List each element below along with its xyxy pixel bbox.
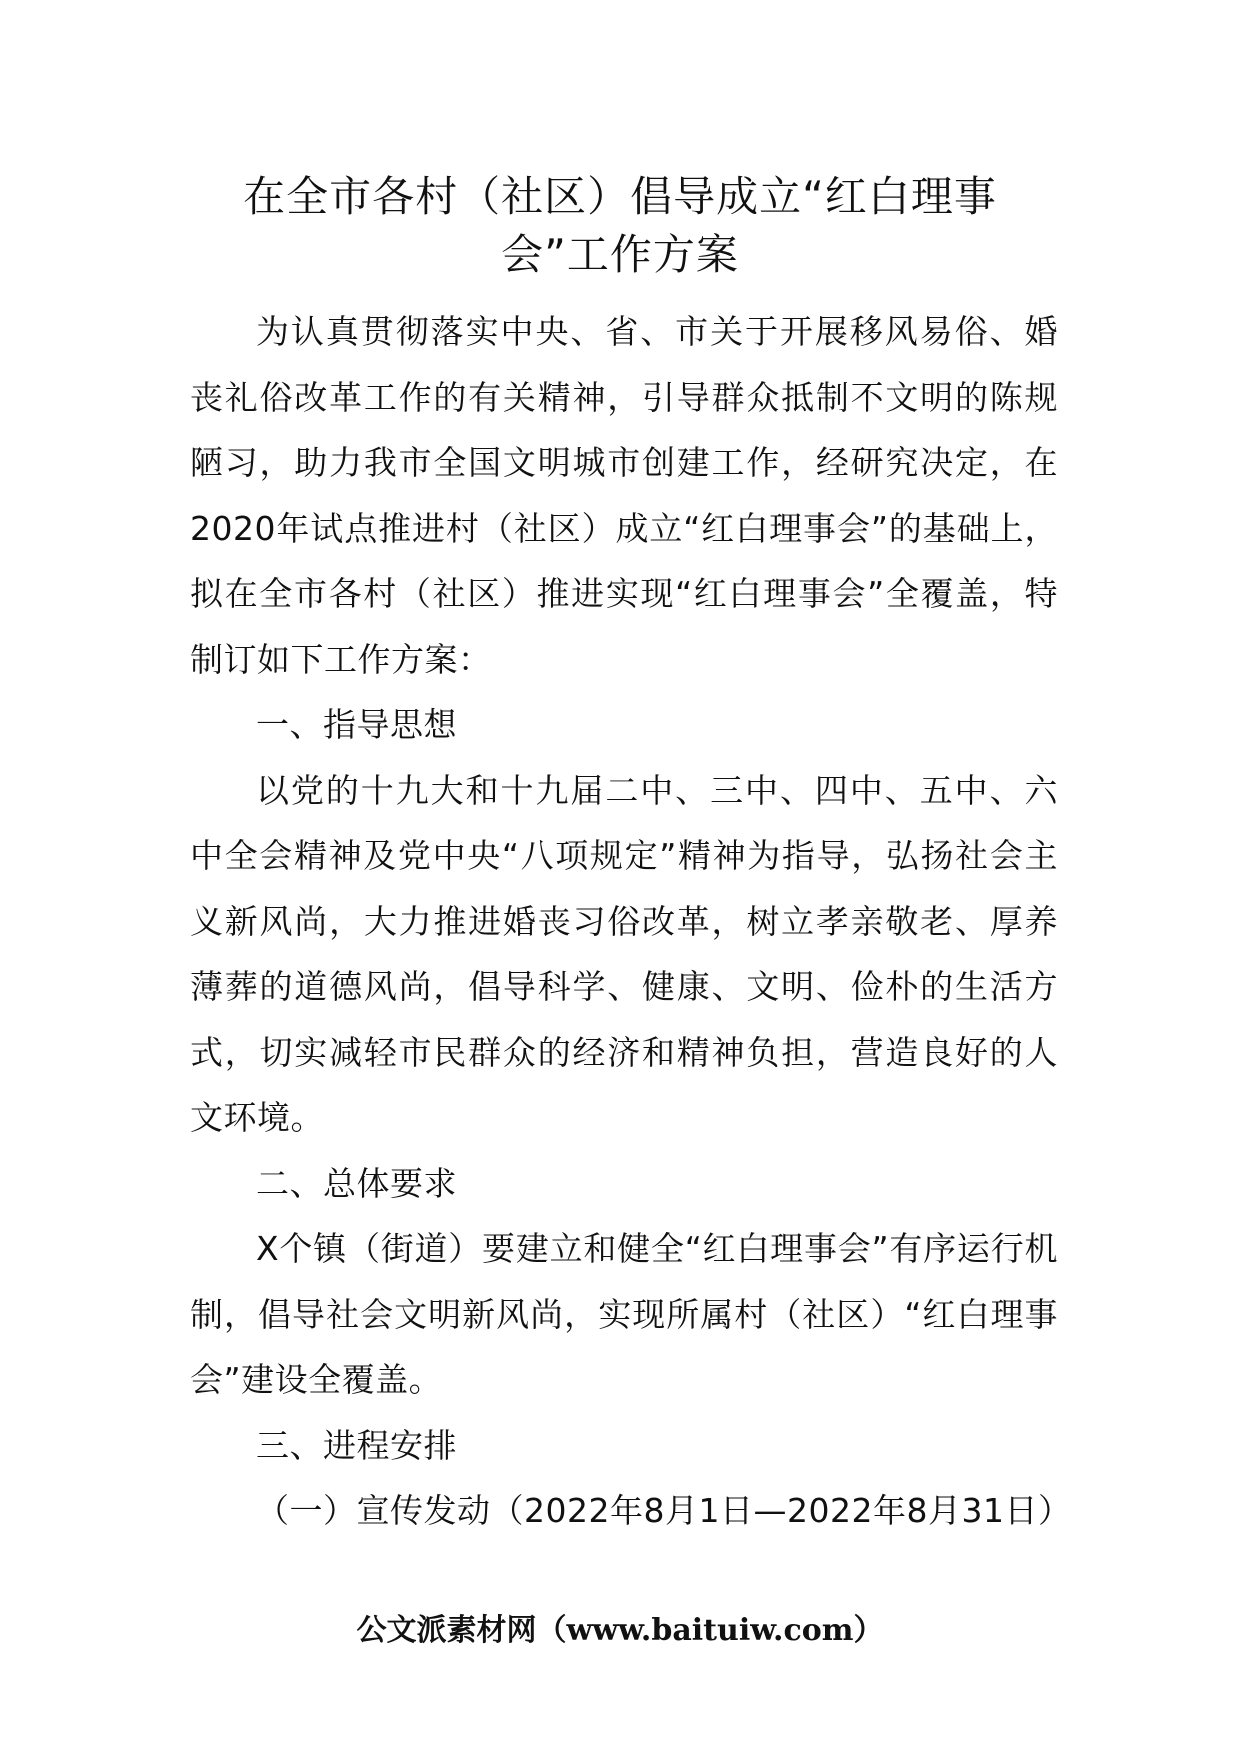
section-heading-schedule: 三、进程安排 [256, 1425, 457, 1465]
general-requirements-paragraph: X个镇（街道）要建立和健全“红白理事会”有序运行机制，倡导社会文明新风尚，实现所属村（社区）“红白理事会”建设全覆盖。 [190, 1229, 1058, 1399]
footer-watermark: 公文派素材网（www.baituiw.com） [356, 1613, 884, 1648]
section-heading-general-requirements: 二、总体要求 [256, 1163, 457, 1203]
document-body [190, 299, 1072, 1544]
guiding-ideology-paragraph: 以党的十九大和十九届二中、三中、四中、五中、六中全会精神及党中央“八项规定”精神为指导，弘扬社会主义新风尚，大力推进婚丧习俗改革，树立孝亲敬老、厚养薄葬的道德风尚，倡导科学、健康、文明、俭朴的生活方式，切实减轻市民群众的经济和精神负担，营造良好的人文环境。 [190, 770, 1058, 1137]
intro-paragraph: 为认真贯彻落实中央、省、市关于开展移风易俗、婚丧礼俗改革工作的有关精神，引导群众抵制不文明的陈规陋习，助力我市全国文明城市创建工作，经研究决定，在2020年试点推进村（社区）成立“红白理事会”的基础上，拟在全市各村（社区）推进实现“红白理事会”全覆盖，特制订如下工作方案： [190, 312, 1058, 679]
section-heading-guiding-ideology: 一、指导思想 [256, 705, 457, 744]
document-title: 在全市各村（社区）倡导成立“红白理事会”工作方案 [243, 172, 997, 279]
schedule-item-publicity: （一）宣传发动（2022年8月1日—2022年8月31日） [256, 1491, 1072, 1530]
